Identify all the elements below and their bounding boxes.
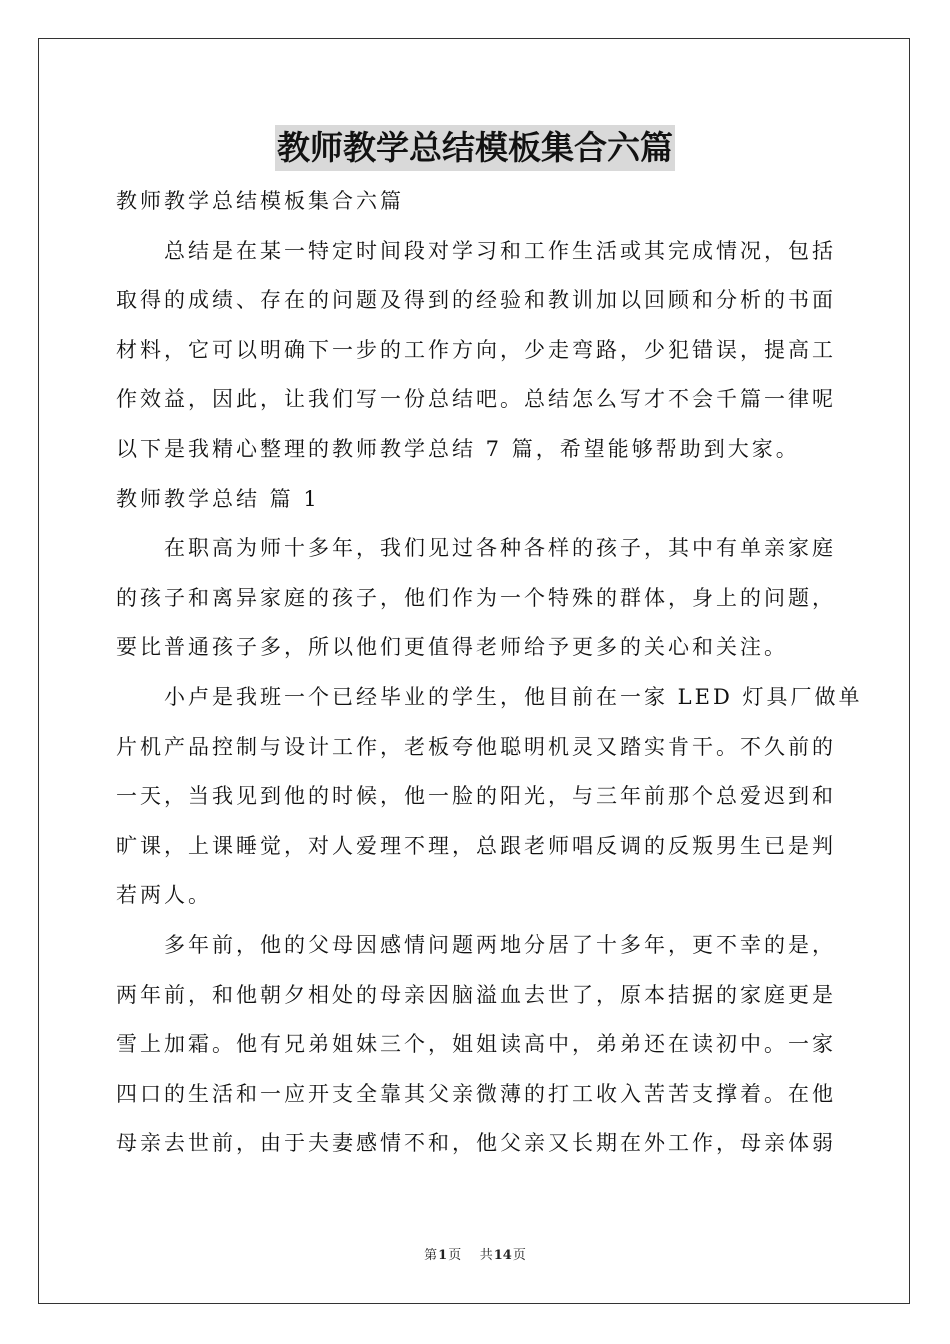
text-line: 片机产品控制与设计工作，老板夸他聪明机灵又踏实肯干。不久前的	[116, 734, 836, 759]
footer-page-total: 14	[493, 1248, 512, 1263]
text-line: 一天，当我见到他的时候，他一脸的阳光，与三年前那个总爱迟到和	[116, 784, 836, 809]
text-line: 若两人。	[116, 883, 212, 908]
footer-total-suffix: 页	[512, 1248, 526, 1263]
document-body	[116, 177, 863, 1169]
text-line: 取得的成绩、存在的问题及得到的经验和教训加以回顾和分析的书面	[116, 288, 836, 313]
text-line: 旷课，上课睡觉，对人爱理不理，总跟老师唱反调的反叛男生已是判	[116, 833, 836, 858]
text-line: 以下是我精心整理的教师教学总结 7 篇，希望能够帮助到大家。	[116, 436, 800, 461]
document-title-text: 教师教学总结模板集合六篇	[275, 125, 675, 171]
text-line: 小卢是我班一个已经毕业的学生，他目前在一家 LED 灯具厂做单	[164, 684, 863, 709]
text-line: 作效益，因此，让我们写一份总结吧。总结怎么写才不会千篇一律呢	[116, 387, 836, 412]
text-line: 教师教学总结模板集合六篇	[116, 189, 404, 213]
text-line: 要比普通孩子多，所以他们更值得老师给予更多的关心和关注。	[116, 635, 788, 660]
text-line: 材料，它可以明确下一步的工作方向，少走弯路，少犯错误，提高工	[116, 337, 836, 362]
text-line: 雪上加霜。他有兄弟姐妹三个，姐姐读高中，弟弟还在读初中。一家	[116, 1032, 836, 1057]
text-line: 教师教学总结 篇 1	[116, 486, 320, 511]
text-line: 多年前，他的父母因感情问题两地分居了十多年，更不幸的是，	[164, 932, 836, 957]
text-line: 两年前，和他朝夕相处的母亲因脑溢血去世了，原本拮据的家庭更是	[116, 982, 836, 1007]
footer-total-prefix: 共	[479, 1248, 493, 1263]
text-line: 在职高为师十多年，我们见过各种各样的孩子，其中有单亲家庭	[164, 536, 836, 561]
document-title	[0, 125, 950, 171]
text-line: 总结是在某一特定时间段对学习和工作生活或其完成情况，包括	[164, 238, 836, 263]
text-line: 的孩子和离异家庭的孩子，他们作为一个特殊的群体，身上的问题，	[116, 585, 836, 610]
text-line: 母亲去世前，由于夫妻感情不和，他父亲又长期在外工作，母亲体弱	[116, 1131, 836, 1156]
footer-page-suffix: 页	[448, 1248, 462, 1263]
text-line: 四口的生活和一应开支全靠其父亲微薄的打工收入苦苦支撑着。在他	[116, 1081, 836, 1106]
page-footer	[0, 1244, 950, 1263]
footer-page-prefix: 第	[424, 1248, 438, 1263]
footer-page-current: 1	[438, 1248, 448, 1263]
